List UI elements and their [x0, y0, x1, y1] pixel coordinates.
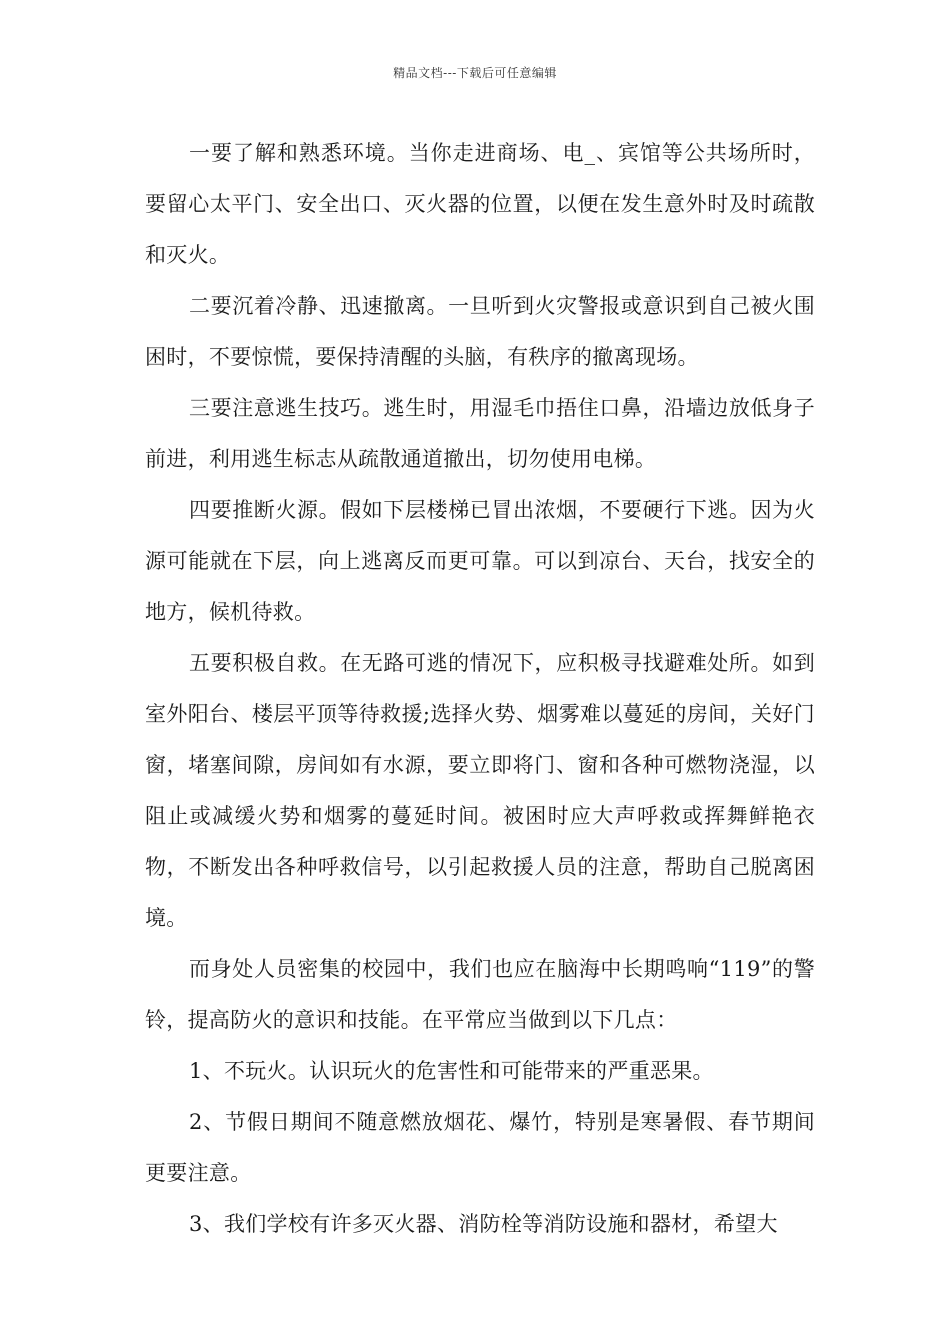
page-header: 精品文档---下载后可任意编辑	[393, 66, 557, 80]
list-item-fireworks: 2、节假日期间不随意燃放烟花、爆竹，特别是寒暑假、春节期间更要注意。	[145, 1110, 815, 1185]
paragraph-self-rescue: 五要积极自救。在无路可逃的情况下，应积极寻找避难处所。如到室外阳台、楼层平顶等待救援;选择火势、烟雾难以蔓延的房间，关好门窗，堵塞间隙，房间如有水源，要立即将门、窗和各种可燃物浇湿，以阻止或减缓火势和烟雾的蔓延时间。被困时应大声呼救或挥舞鲜艳衣物，不断发出各种呼救信号，以引起救援人员的注意，帮助自己脱离困境。	[145, 651, 815, 930]
paragraph-know-environment: 一要了解和熟悉环境。当你走进商场、电_、宾馆等公共场所时，要留心太平门、安全出口、灭火器的位置，以便在发生意外时及时疏散和灭火。	[145, 141, 815, 267]
paragraph-escape-skills: 三要注意逃生技巧。逃生时，用湿毛巾捂住口鼻，沿墙边放低身子前进，利用逃生标志从疏散通道撤出，切勿使用电梯。	[145, 396, 815, 471]
paragraph-judge-fire-source: 四要推断火源。假如下层楼梯已冒出浓烟，不要硬行下逃。因为火源可能就在下层，向上逃离反而更可靠。可以到凉台、天台，找安全的地方，候机待救。	[145, 498, 815, 624]
paragraph-campus-awareness: 而身处人员密集的校园中，我们也应在脑海中长期鸣响“119”的警铃，提高防火的意识和技能。在平常应当做到以下几点：	[145, 957, 815, 1032]
list-item-fire-equipment: 3、我们学校有许多灭火器、消防栓等消防设施和器材，希望大	[189, 1212, 778, 1236]
document-body	[145, 128, 815, 1250]
list-item-no-playing-fire: 1、不玩火。认识玩火的危害性和可能带来的严重恶果。	[189, 1059, 714, 1083]
paragraph-stay-calm: 二要沉着冷静、迅速撤离。一旦听到火灾警报或意识到自己被火围困时，不要惊慌，要保持清醒的头脑，有秩序的撤离现场。	[145, 294, 815, 369]
